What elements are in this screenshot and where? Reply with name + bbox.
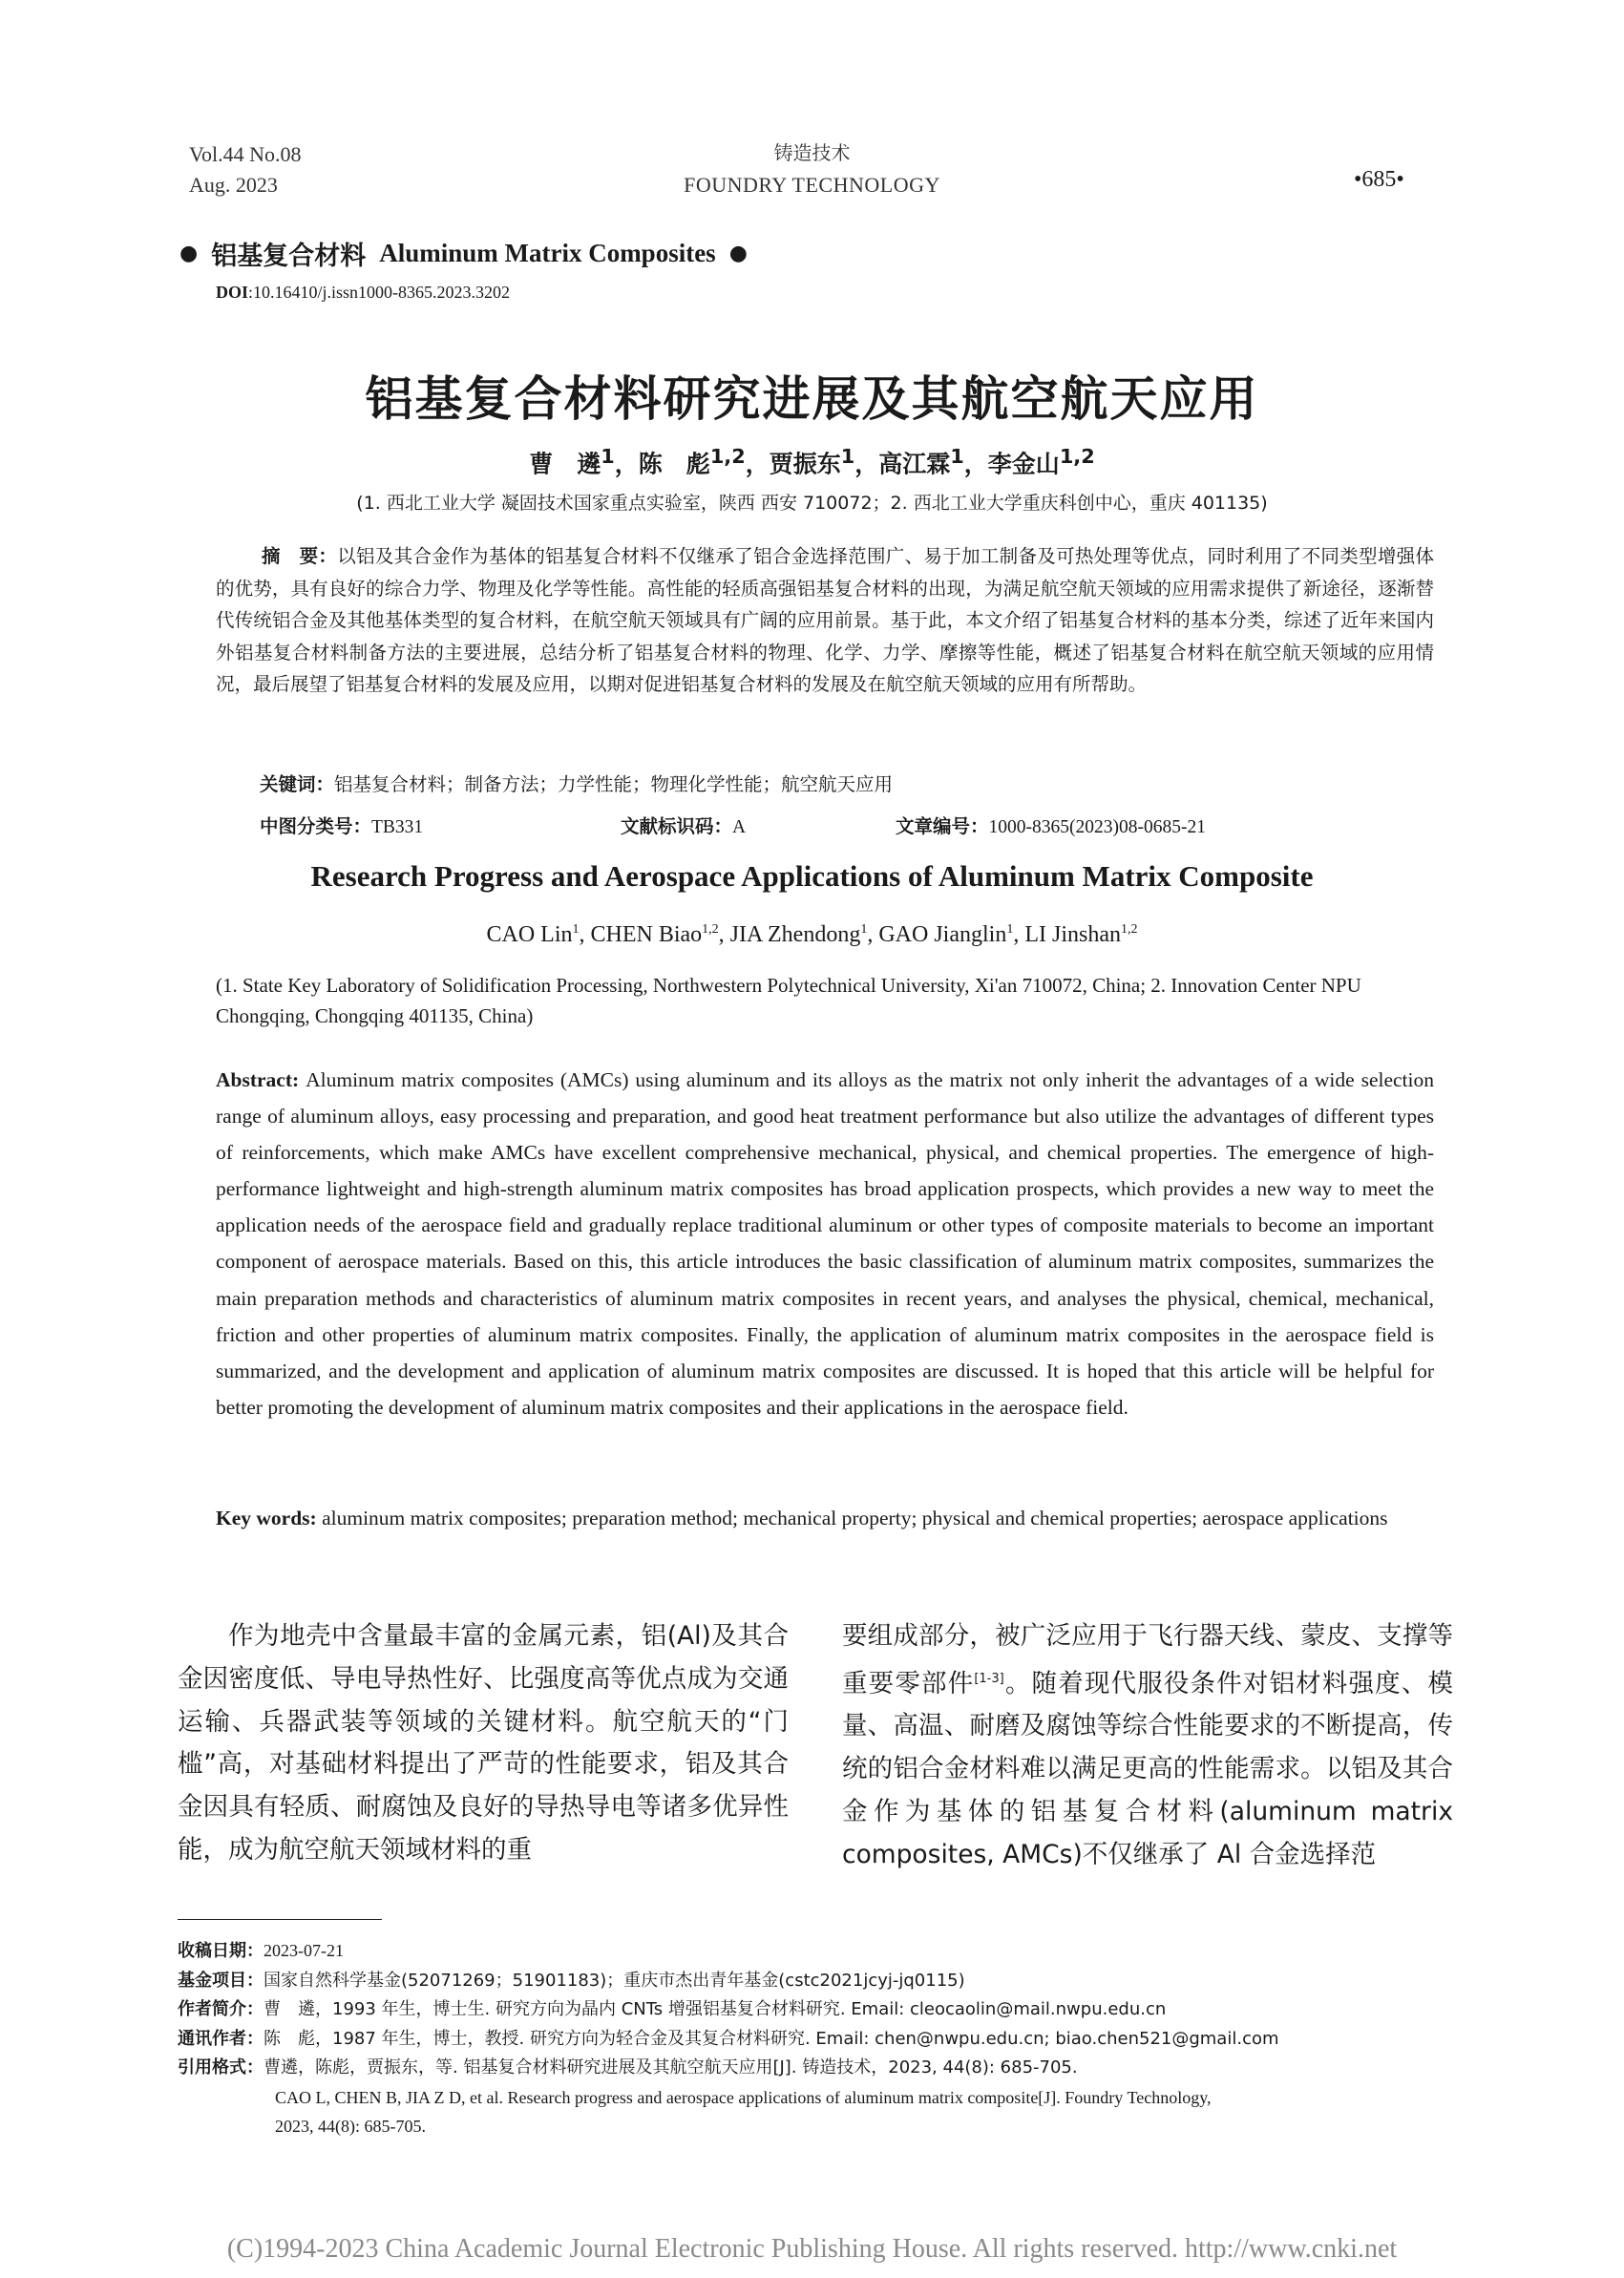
abstract-en-label: Abstract bbox=[216, 1068, 293, 1091]
received-value: 2023-07-21 bbox=[264, 1941, 344, 1960]
footnote-divider bbox=[178, 1919, 382, 1920]
bullet-icon: ● bbox=[179, 242, 199, 265]
abstract-en: Abstract: Aluminum matrix composites (AMCs) using aluminum and its alloys as the matrix not only inherit the advantages of a wide selection range of aluminum alloys, easy processing and preparation, and good heat treatment performance but also utilize the advantages of different types of reinforcements, which make AMCs have excellent comprehensive mechanical, physical, and chemical properties. The emergence of high-performance lightweight and high-strength aluminum matrix composites has broad application prospects, which provides a new way to meet the application needs of the aerospace field and gradually replace traditional aluminum or other types of composite materials to become an important component of aerospace materials. Based on this, this article introduces the basic classification of aluminum matrix composites, summarizes the main preparation methods and characteristics of aluminum matrix composites in recent years, and analyses the physical, chemical, mechanical, friction and other properties of aluminum matrix composites. Finally, the application of aluminum matrix composites in the aerospace field is summarized, and the development and application of aluminum matrix composites are discussed. It is hoped that this article will be helpful for better promoting the development of aluminum matrix composites and their applications in the aerospace field. bbox=[216, 1068, 1434, 1419]
section-zh: 铝基复合材料 bbox=[211, 242, 367, 271]
author-name: GAO Jianglin bbox=[878, 922, 1007, 947]
author-aff: 1 bbox=[572, 922, 580, 937]
doc-value: A bbox=[732, 817, 747, 837]
author-aff: 1 bbox=[950, 445, 964, 468]
keywords-en: Key words: aluminum matrix composites; preparation method; mechanical property; physical and chemical properties; aerospace applications bbox=[216, 1507, 1388, 1529]
affiliation-zh: (1. 西北工业大学 凝固技术国家重点实验室，陕西 西安 710072；2. 西北工业大学重庆科创中心，重庆 401135) bbox=[356, 493, 1268, 514]
author-aff: 1,2 bbox=[709, 445, 746, 468]
affiliation-en: (1. State Key Laboratory of Solidification Processing, Northwestern Polytechnical University, Xi'an 710072, China; 2. Innovation Center NPU Chongqing, Chongqing 401135, China) bbox=[216, 974, 1361, 1027]
corr-value: 陈 彪，1987 年生，博士，教授. 研究方向为轻合金及其复合材料研究. Email: chen@nwpu.edu.cn; biao.chen521@gmail.com bbox=[264, 2028, 1279, 2049]
authors-zh: 曹 遴$^1$，陈 彪$^{1,2}$，贾振东$^1$，高江霖$^1$，李金山$^{1,2}$ bbox=[529, 445, 1095, 478]
author-aff: 1,2 bbox=[1059, 445, 1095, 468]
bullet-icon: ● bbox=[728, 242, 748, 265]
footnote-citation bbox=[178, 2054, 1447, 2083]
article-label: 文章编号： bbox=[896, 815, 989, 837]
doc-code bbox=[621, 812, 746, 838]
copyright-line: (C)1994-2023 China Academic Journal Electronic Publishing House. All rights reserved. http://www.cnki.net bbox=[226, 2234, 1398, 2264]
author-name: 李金山 bbox=[987, 450, 1060, 478]
keywords-zh bbox=[260, 770, 893, 796]
citation-en-line-2: 2023, 44(8): 685-705. bbox=[275, 2116, 426, 2136]
abstract-zh-label: 摘 要： bbox=[262, 545, 338, 567]
body-text: 要组成部分，被广泛应用于飞行器天线、蒙皮、支撑等重要零部件 bbox=[842, 1621, 1453, 1698]
clc-number bbox=[260, 812, 423, 838]
author-aff: 1,2 bbox=[1120, 922, 1138, 937]
footnote-author bbox=[178, 1995, 1447, 2025]
article-value: 1000-8365(2023)08-0685-21 bbox=[988, 817, 1206, 837]
section-tag bbox=[179, 235, 748, 272]
author-name: 贾振东 bbox=[769, 450, 841, 478]
keywords-zh-text: 铝基复合材料；制备方法；力学性能；物理化学性能；航空航天应用 bbox=[334, 773, 894, 795]
article-number bbox=[896, 812, 1206, 838]
author-name: LI Jinshan bbox=[1024, 922, 1121, 947]
author-label: 作者简介： bbox=[178, 1999, 264, 2019]
header-date: Aug. 2023 bbox=[189, 173, 278, 197]
clc-value: TB331 bbox=[371, 817, 424, 837]
received-label: 收稿日期： bbox=[178, 1941, 264, 1961]
citation-ref: [1-3] bbox=[974, 1671, 1004, 1686]
citation-en-line-1: CAO L, CHEN B, JIA Z D, et al. Research progress and aerospace applications of aluminum matrix composite[J]. Foundry Technology, bbox=[275, 2087, 1212, 2107]
abstract-en-text: Aluminum matrix composites (AMCs) using aluminum and its alloys as the matrix not only inherit the advantages of a wide selection range of aluminum alloys, easy processing and preparation, and good heat treatment performance but also utilize the advantages of different types of reinforcements, which make AMCs have excellent comprehensive mechanical, physical, and chemical properties. The emergence of high-performance lightweight and high-strength aluminum matrix composites has broad application prospects, which provides a new way to meet the application needs of the aerospace field and gradually replace traditional aluminum or other types of composite materials to become an important component of aerospace materials. Based on this, this article introduces the basic classification of aluminum matrix composites, summarizes the main preparation methods and characteristics of aluminum matrix composites in recent years, and analyses the physical, chemical, mechanical, friction and other properties of aluminum matrix composites. Finally, the application of aluminum matrix composites in the aerospace field is summarized, and the development and application of aluminum matrix composites are discussed. It is hoped that this article will be helpful for better promoting the development of aluminum matrix composites and their applications in the aerospace field. bbox=[216, 1068, 1434, 1419]
keywords-en-text: aluminum matrix composites; preparation method; mechanical property; physical and chemical properties; aerospace applications bbox=[322, 1507, 1388, 1529]
header-journal-zh: 铸造技术 bbox=[773, 141, 851, 164]
author-name: 高江霖 bbox=[878, 450, 951, 478]
header-volume: Vol.44 No.08 bbox=[189, 142, 302, 166]
author-aff: 1 bbox=[1006, 922, 1014, 937]
title-zh: 铝基复合材料研究进展及其航空航天应用 bbox=[365, 371, 1259, 427]
footnotes bbox=[178, 1936, 1447, 2141]
author-name: 陈 彪 bbox=[638, 450, 710, 478]
keywords-en-label: Key words bbox=[216, 1507, 310, 1529]
body-text: 。随着现代服役条件对铝材料强度、模量、高温、耐磨及腐蚀等综合性能要求的不断提高，传统的铝合金材料难以满足更高的性能需求。以铝及其合金作为基体的铝基复合材料(aluminum matrix composites, AMCs)不仅继承了 Al 合金选择范 bbox=[842, 1668, 1454, 1869]
author-name: 曹 遴 bbox=[529, 450, 601, 478]
abstract-zh bbox=[216, 540, 1434, 701]
author-value: 曹 遴，1993 年生，博士生. 研究方向为晶内 CNTs 增强铝基复合材料研究. Email: cleocaolin@mail.nwpu.edu.cn bbox=[264, 1999, 1167, 2019]
doi-label: DOI bbox=[216, 283, 249, 302]
corr-label: 通讯作者： bbox=[178, 2028, 264, 2049]
footnote-received bbox=[178, 1936, 1447, 1967]
cite-label: 引用格式： bbox=[178, 2057, 264, 2078]
section-en: Aluminum Matrix Composites bbox=[379, 239, 716, 267]
authors-en: CAO Lin$^1$, CHEN Biao$^{1,2}$, JIA Zhendong$^1$, GAO Jianglin$^1$, LI Jinshan$^{1,2}$ bbox=[486, 922, 1138, 947]
page-number: •685• bbox=[1354, 167, 1404, 192]
author-aff: 1 bbox=[840, 445, 855, 468]
abstract-zh-text: 以铝及其合金作为基体的铝基复合材料不仅继承了铝合金选择范围广、易于加工制备及可热处理等优点，同时利用了不同类型增强体的优势，具有良好的综合力学、物理及化学等性能。高性能的轻质高强铝基复合材料的出现，为满足航空航天领域的应用需求提供了新途径，逐渐替代传统铝合金及其他基体类型的复合材料，在航空航天领域具有广阔的应用前景。基于此，本文介绍了铝基复合材料的基本分类，综述了近年来国内外铝基复合材料制备方法的主要进展，总结分析了铝基复合材料的物理、化学、力学、摩擦等性能，概述了铝基复合材料在航空航天领域的应用情况，最后展望了铝基复合材料的发展及应用，以期对促进铝基复合材料的发展及在航空航天领域的应用有所帮助。 bbox=[216, 545, 1434, 695]
author-name: CHEN Biao bbox=[590, 922, 703, 947]
body-column-2 bbox=[842, 1615, 1453, 1877]
doi bbox=[216, 283, 510, 303]
doc-label: 文献标识码： bbox=[621, 815, 733, 837]
doi-value: :10.16410/j.issn1000-8365.2023.3202 bbox=[248, 283, 511, 302]
fund-label: 基金项目： bbox=[178, 1970, 264, 1991]
title-en: Research Progress and Aerospace Applications of Aluminum Matrix Composite bbox=[310, 859, 1314, 893]
author-aff: 1 bbox=[860, 922, 868, 937]
fund-value: 国家自然科学基金(52071269；51901183)；重庆市杰出青年基金(cstc2021jcyj-jq0115) bbox=[264, 1970, 965, 1991]
footnote-fund bbox=[178, 1967, 1447, 1996]
author-aff: 1,2 bbox=[702, 922, 719, 937]
author-name: CAO Lin bbox=[486, 922, 573, 947]
author-aff: 1 bbox=[601, 445, 615, 468]
footnote-corresponding bbox=[178, 2025, 1447, 2055]
author-name: JIA Zhendong bbox=[729, 922, 861, 947]
header-journal-en: FOUNDRY TECHNOLOGY bbox=[684, 173, 940, 197]
clc-label: 中图分类号： bbox=[260, 815, 372, 837]
cite-zh: 曹遴，陈彪，贾振东，等. 铝基复合材料研究进展及其航空航天应用[J]. 铸造技术，2023, 44(8): 685-705. bbox=[264, 2057, 1078, 2078]
keywords-zh-label: 关键词： bbox=[260, 773, 335, 795]
body-column-1: 作为地壳中含量最丰富的金属元素，铝(Al)及其合金因密度低、导电导热性好、比强度高等优点成为交通运输、兵器武装等领域的关键材料。航空航天的“门槛”高，对基础材料提出了严苛的性能要求，铝及其合金因具有轻质、耐腐蚀及良好的导热导电等诸多优异性能，成为航空航天领域材料的重 bbox=[178, 1621, 789, 1865]
